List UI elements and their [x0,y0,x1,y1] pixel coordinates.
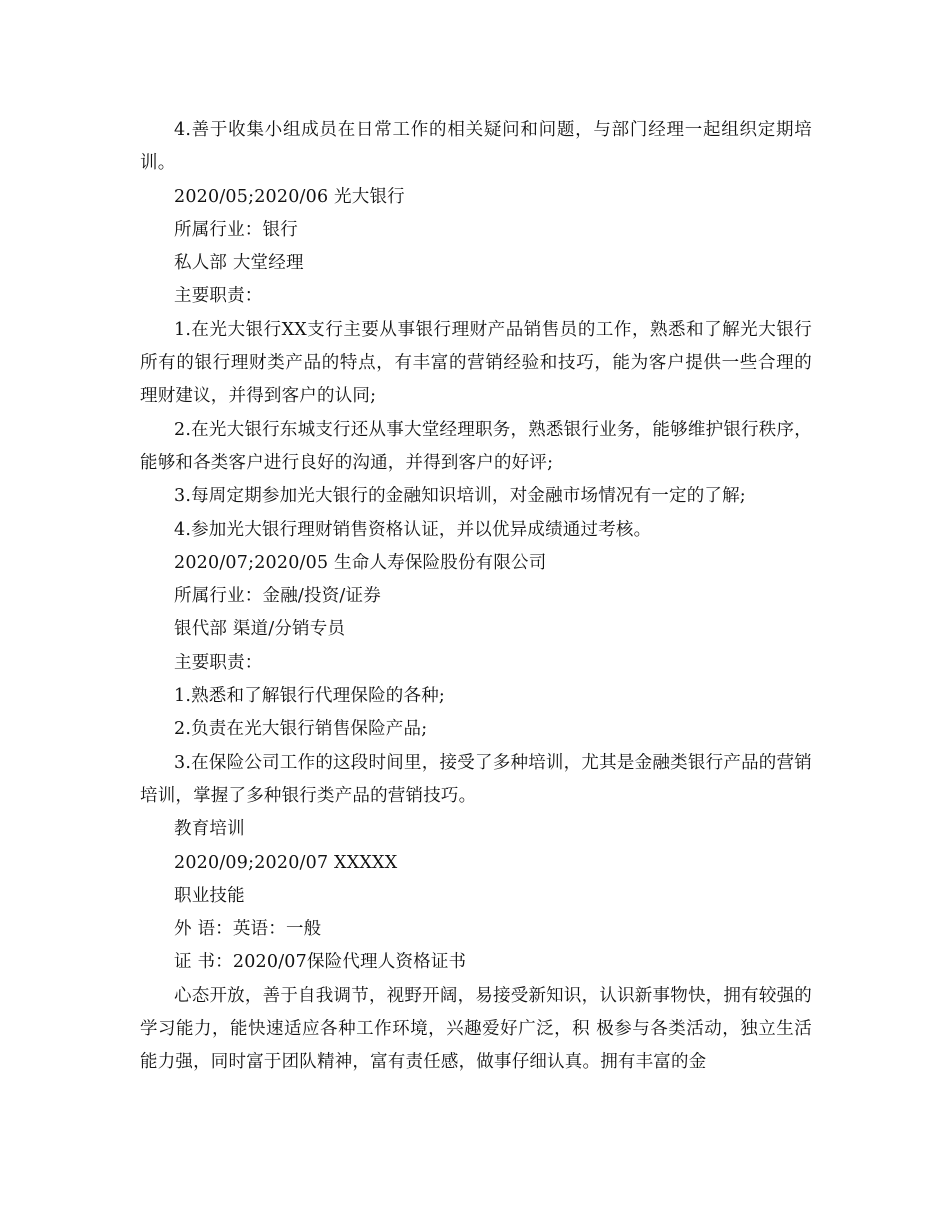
paragraph-job-period-everbright: 2020/05;2020/06 光大银行 [174,186,405,207]
paragraph-duty-1-wealth-sales: 1.在光大银行XX支行主要从事银行理财产品销售员的工作，熟悉和了解光大银行所有的银行理财类产品的特点，有丰富的营销经验和技巧，能为客户提供一些合理的理财建议，并得到客户的认同; [140,319,812,407]
paragraph-education-period: 2020/09;2020/07 XXXXX [174,852,398,873]
paragraph-language-skill: 外 语：英语：一般 [174,919,322,940]
paragraph-self-assessment: 心态开放，善于自我调节，视野开阔，易接受新知识，认识新事物快，拥有较强的学习能力，能快速适应各种工作环境，兴趣爱好广泛，积 极参与各类活动，独立生活能力强，同时富于团队精神，富有责任感，做事仔细认真。拥有丰富的金 [140,985,812,1073]
paragraph-job-period-insurance: 2020/07;2020/05 生命人寿保险股份有限公司 [174,552,547,573]
paragraph-duties-heading-2: 主要职责： [174,652,263,673]
paragraph-insurance-duty-1: 1.熟悉和了解银行代理保险的各种; [174,686,445,707]
document-body [140,114,812,1080]
paragraph-duty-4-certification: 4.参加光大银行理财销售资格认证，并以优异成绩通过考核。 [174,519,652,540]
paragraph-industry-finance: 所属行业：金融/投资/证券 [174,586,381,607]
paragraph-certificate: 证 书：2020/07保险代理人资格证书 [174,952,467,973]
paragraph-position-channel: 银代部 渠道/分销专员 [174,619,346,640]
paragraph-industry-bank: 所属行业：银行 [174,219,298,240]
paragraph-duties-heading: 主要职责： [174,286,263,307]
paragraph-education-heading: 教育培训 [174,819,245,840]
paragraph-duty-4-training: 4.善于收集小组成员在日常工作的相关疑问和问题，与部门经理一起组织定期培训。 [140,120,812,174]
paragraph-duty-3-weekly-training: 3.每周定期参加光大银行的金融知识培训，对金融市场情况有一定的了解; [174,486,746,507]
paragraph-position-lobby-manager: 私人部 大堂经理 [174,253,304,274]
paragraph-skills-heading: 职业技能 [174,885,245,906]
paragraph-insurance-duty-2: 2.负责在光大银行销售保险产品; [174,719,428,740]
paragraph-insurance-duty-3: 3.在保险公司工作的这段时间里，接受了多种培训，尤其是金融类银行产品的营销培训，掌握了多种银行类产品的营销技巧。 [140,752,812,806]
paragraph-duty-2-lobby: 2.在光大银行东城支行还从事大堂经理职务，熟悉银行业务，能够维护银行秩序，能够和各类客户进行良好的沟通，并得到客户的好评; [140,419,812,473]
